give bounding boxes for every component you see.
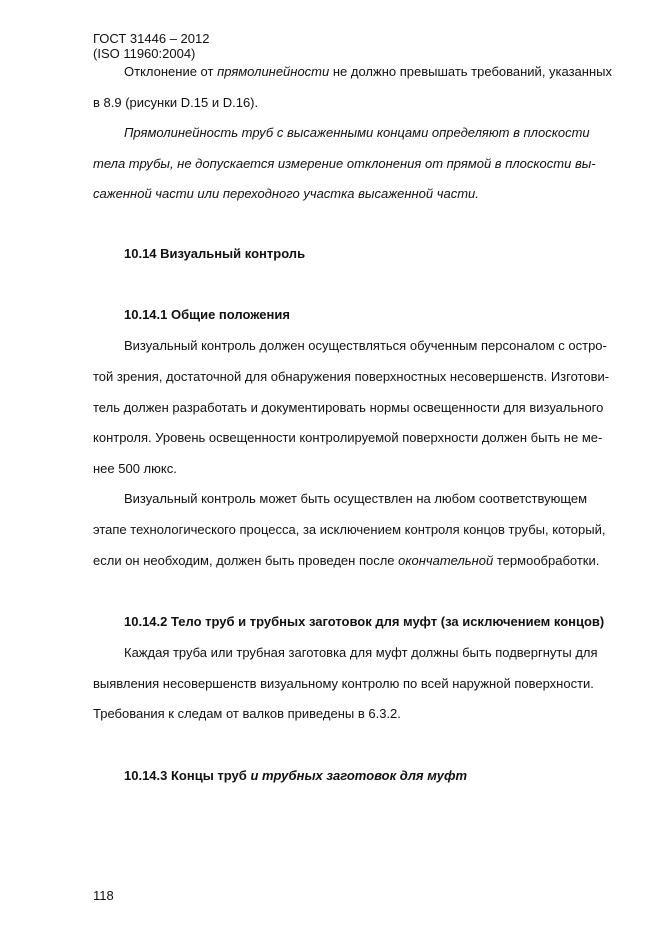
page-number: 118 <box>93 888 114 903</box>
paragraph-upset-ends-line-2: тела трубы, не допускается измерение отклонения от прямой в плоскости вы- <box>93 156 596 171</box>
section-heading-10-14: 10.14 Визуальный контроль <box>124 246 306 261</box>
paragraph-pipe-body-line-1: Каждая труба или трубная заготовка для муфт должны быть подвергнуты для <box>124 645 598 660</box>
paragraph-process-stage-line-2: этапе технологического процесса, за исключением контроля концов трубы, который, <box>93 522 606 537</box>
paragraph-pipe-body-line-2: выявления несовершенств визуальному контролю по всей наружной поверхности. <box>93 676 594 691</box>
paragraph-visual-inspection-line-2: той зрения, достаточной для обнаружения поверхностных несовершенств. Изготови- <box>93 369 610 384</box>
paragraph-straightness-line-2: в 8.9 (рисунки D.15 и D.16). <box>93 95 259 110</box>
document-iso-reference: (ISO 11960:2004) <box>93 46 196 61</box>
paragraph-upset-ends-line-3: саженной части или переходного участка высаженной части. <box>93 186 479 201</box>
heading-segment: 10.14.3 Концы труб <box>124 768 251 783</box>
paragraph-upset-ends-line-1: Прямолинейность труб с высаженными концами определяют в плоскости <box>124 125 590 140</box>
emphasis-straightness: прямолинейности <box>217 64 330 79</box>
document-standard-number: ГОСТ 31446 – 2012 <box>93 31 210 46</box>
paragraph-process-stage-line-1: Визуальный контроль может быть осуществлен на любом соответствующем <box>124 491 588 506</box>
text-segment: не должно превышать требований, указанных <box>329 64 612 79</box>
emphasis-final: окончательной <box>398 553 494 568</box>
paragraph-visual-inspection-line-4: контроля. Уровень освещенности контролируемой поверхности должен быть не ме- <box>93 430 603 445</box>
section-heading-10-14-2: 10.14.2 Тело труб и трубных заготовок для муфт (за исключением концов) <box>124 614 605 629</box>
heading-segment-italic: и трубных заготовок для муфт <box>250 768 468 783</box>
text-segment: Отклонение от <box>124 64 218 79</box>
paragraph-visual-inspection-line-5: нее 500 люкс. <box>93 461 177 476</box>
text-segment: если он необходим, должен быть проведен после <box>93 553 399 568</box>
paragraph-process-stage-line-3 <box>93 553 599 569</box>
paragraph-visual-inspection-line-1: Визуальный контроль должен осуществляться обученным персоналом с остро- <box>124 338 607 353</box>
section-heading-10-14-3 <box>124 768 467 784</box>
paragraph-visual-inspection-line-3: тель должен разработать и документировать нормы освещенности для визуального <box>93 400 604 415</box>
paragraph-straightness-line-1 <box>124 64 612 80</box>
section-heading-10-14-1: 10.14.1 Общие положения <box>124 307 290 322</box>
text-segment: термообработки. <box>493 553 600 568</box>
paragraph-pipe-body-line-3: Требования к следам от валков приведены в 6.3.2. <box>93 706 401 721</box>
